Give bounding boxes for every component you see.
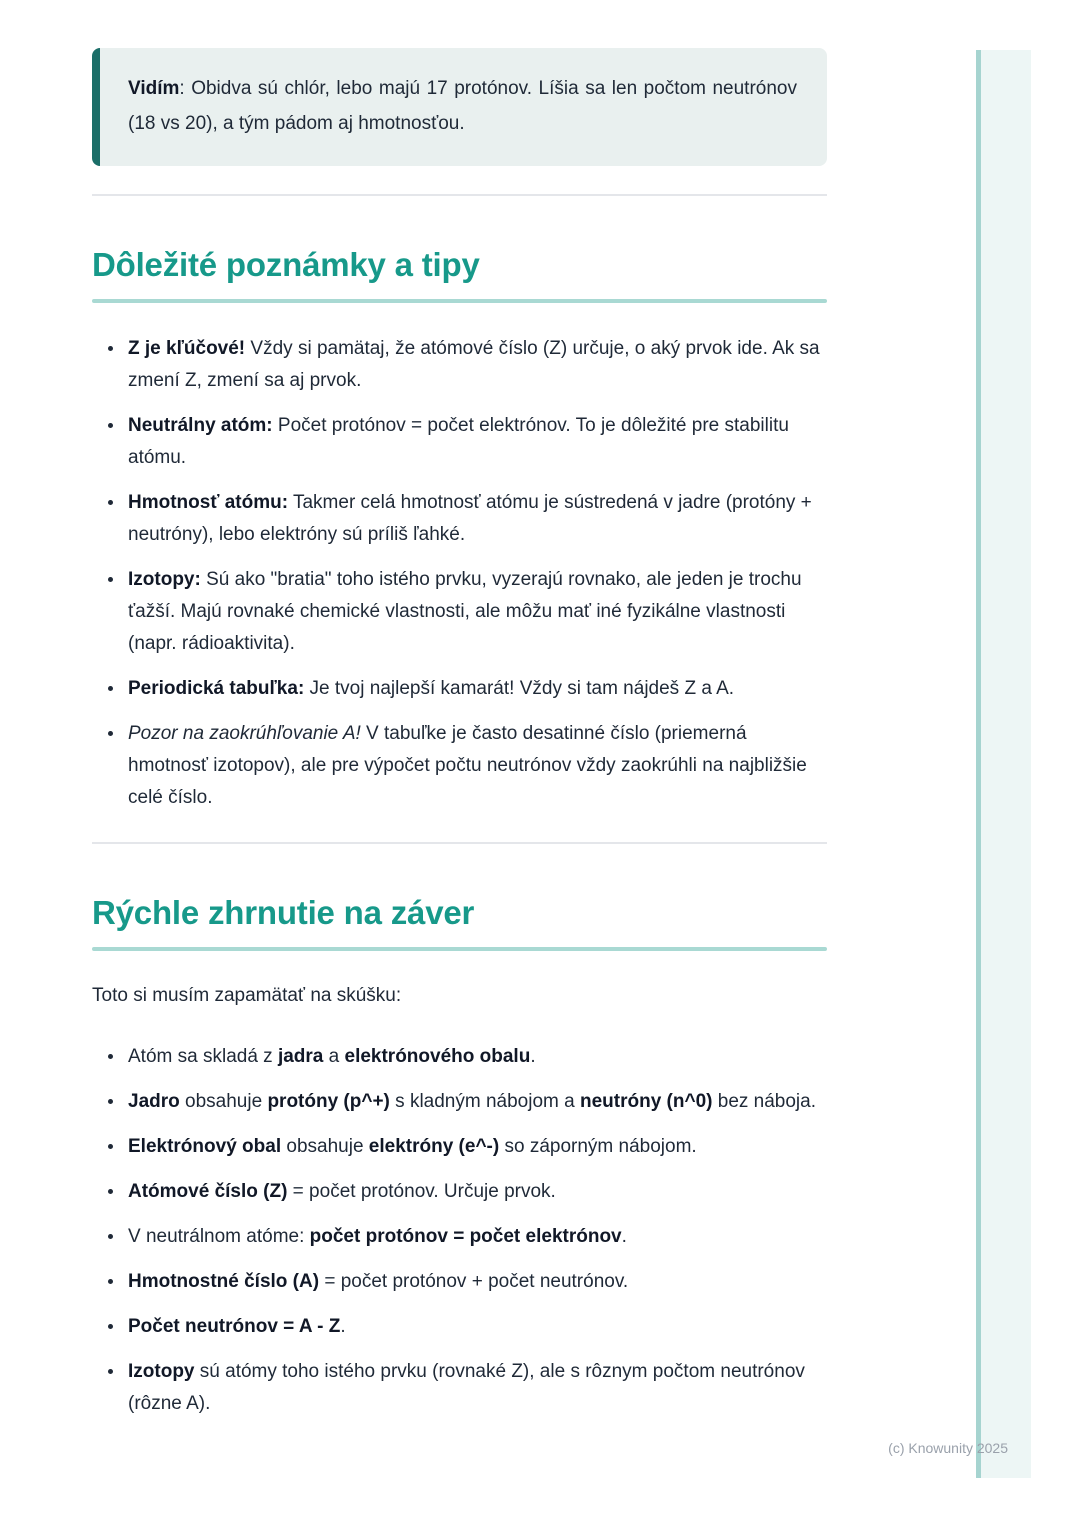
notes-list: [92, 333, 827, 814]
list-item: [125, 1131, 827, 1163]
plain-text: s kladným nábojom a: [389, 1091, 580, 1112]
plain-text: = počet protónov + počet neutrónov.: [319, 1271, 629, 1292]
bold-text: Z je kľúčové!: [128, 338, 246, 359]
section-title-summary: Rýchle zhrnutie na záver: [92, 894, 475, 931]
plain-text: .: [340, 1316, 346, 1337]
page-edge-stripe: [976, 50, 1031, 1478]
list-item: [125, 673, 827, 705]
section-summary: [92, 894, 827, 1420]
list-item: [125, 1311, 827, 1343]
summary-intro: Toto si musím zapamätať na skúšku:: [92, 985, 402, 1006]
plain-text: Sú ako "bratia" toho istého prvku, vyzerajú rovnako, ale jeden je trochu ťažší. Majú rovnaké chemické vlastnosti, ale môžu mať iné fyzikálne vlastnosti (napr. rádioaktivita).: [128, 569, 802, 654]
plain-text: a: [323, 1046, 345, 1067]
bold-text: Atómové číslo (Z): [128, 1181, 288, 1202]
bold-text: protóny (p^+): [267, 1091, 390, 1112]
plain-text: so záporným nábojom.: [499, 1136, 697, 1157]
plain-text: Vždy si pamätaj, že atómové číslo (Z) určuje, o aký prvok ide. Ak sa zmení Z, zmení sa aj prvok.: [128, 338, 820, 391]
list-item: [125, 1356, 827, 1420]
bold-text: neutróny (n^0): [579, 1091, 713, 1112]
plain-text: .: [621, 1226, 627, 1247]
list-item: [125, 1266, 827, 1298]
bold-text: Periodická tabuľka:: [128, 678, 305, 699]
bold-text: elektróny (e^-): [368, 1136, 500, 1157]
plain-text: Je tvoj najlepší kamarát! Vždy si tam nájdeš Z a A.: [304, 678, 735, 699]
plain-text: obsahuje: [281, 1136, 369, 1157]
summary-list: [92, 1041, 827, 1420]
list-item: [125, 487, 827, 551]
list-item: [125, 1176, 827, 1208]
list-item: [125, 333, 827, 397]
plain-text: .: [530, 1046, 536, 1067]
bold-text: Izotopy: [128, 1361, 195, 1382]
bold-text: Elektrónový obal: [128, 1136, 282, 1157]
section-divider: [92, 842, 827, 844]
plain-text: = počet protónov. Určuje prvok.: [287, 1181, 556, 1202]
section-title-notes: Dôležité poznámky a tipy: [92, 246, 480, 283]
plain-text: bez náboja.: [712, 1091, 816, 1112]
bold-text: Počet neutrónov = A - Z: [128, 1316, 341, 1337]
plain-text: V tabuľke je často desatinné číslo (priemerná hmotnosť izotopov), ale pre výpočet počtu neutrónov vždy zaokrúhli na najbližšie celé číslo.: [128, 723, 807, 808]
heading-underline: [92, 299, 827, 303]
bold-text: jadra: [277, 1046, 324, 1067]
section-notes: [92, 246, 827, 814]
plain-text: Takmer celá hmotnosť atómu je sústredená v jadre (protóny + neutróny), lebo elektróny sú príliš ľahké.: [128, 492, 812, 545]
plain-text: sú atómy toho istého prvku (rovnaké Z), ale s rôznym počtom neutrónov (rôzne A).: [128, 1361, 805, 1414]
plain-text: Atóm sa skladá z: [128, 1046, 278, 1067]
plain-text: obsahuje: [179, 1091, 268, 1112]
plain-text: : Obidva sú chlór, lebo majú 17 protónov. Líšia sa len počtom neutrónov (18 vs 20), a tým pádom aj hmotnosťou.: [128, 78, 797, 134]
copyright-footer: (c) Knowunity 2025: [888, 1440, 1008, 1456]
bold-text: Izotopy:: [128, 569, 201, 590]
callout-text: [128, 71, 797, 141]
bold-text: Hmotnosť atómu:: [128, 492, 289, 513]
bold-text: Hmotnostné číslo (A): [128, 1271, 320, 1292]
document-content: [92, 0, 827, 1420]
bold-text: elektrónového obalu: [344, 1046, 531, 1067]
plain-text: V neutrálnom atóme:: [128, 1226, 310, 1247]
list-item: [125, 410, 827, 474]
list-item: [125, 1086, 827, 1118]
heading-underline: [92, 947, 827, 951]
list-item: [125, 1221, 827, 1253]
italic-text: Pozor na zaokrúhľovanie A!: [128, 723, 361, 744]
list-item: [125, 718, 827, 814]
list-item: [125, 1041, 827, 1073]
plain-text: Počet protónov = počet elektrónov. To je dôležité pre stabilitu atómu.: [128, 415, 789, 468]
list-item: [125, 564, 827, 660]
bold-text: Jadro: [128, 1091, 180, 1112]
bold-text: Vidím: [128, 78, 180, 99]
section-divider: [92, 194, 827, 196]
bold-text: počet protónov = počet elektrónov: [309, 1226, 622, 1247]
callout-note: [92, 48, 827, 166]
bold-text: Neutrálny atóm:: [128, 415, 273, 436]
